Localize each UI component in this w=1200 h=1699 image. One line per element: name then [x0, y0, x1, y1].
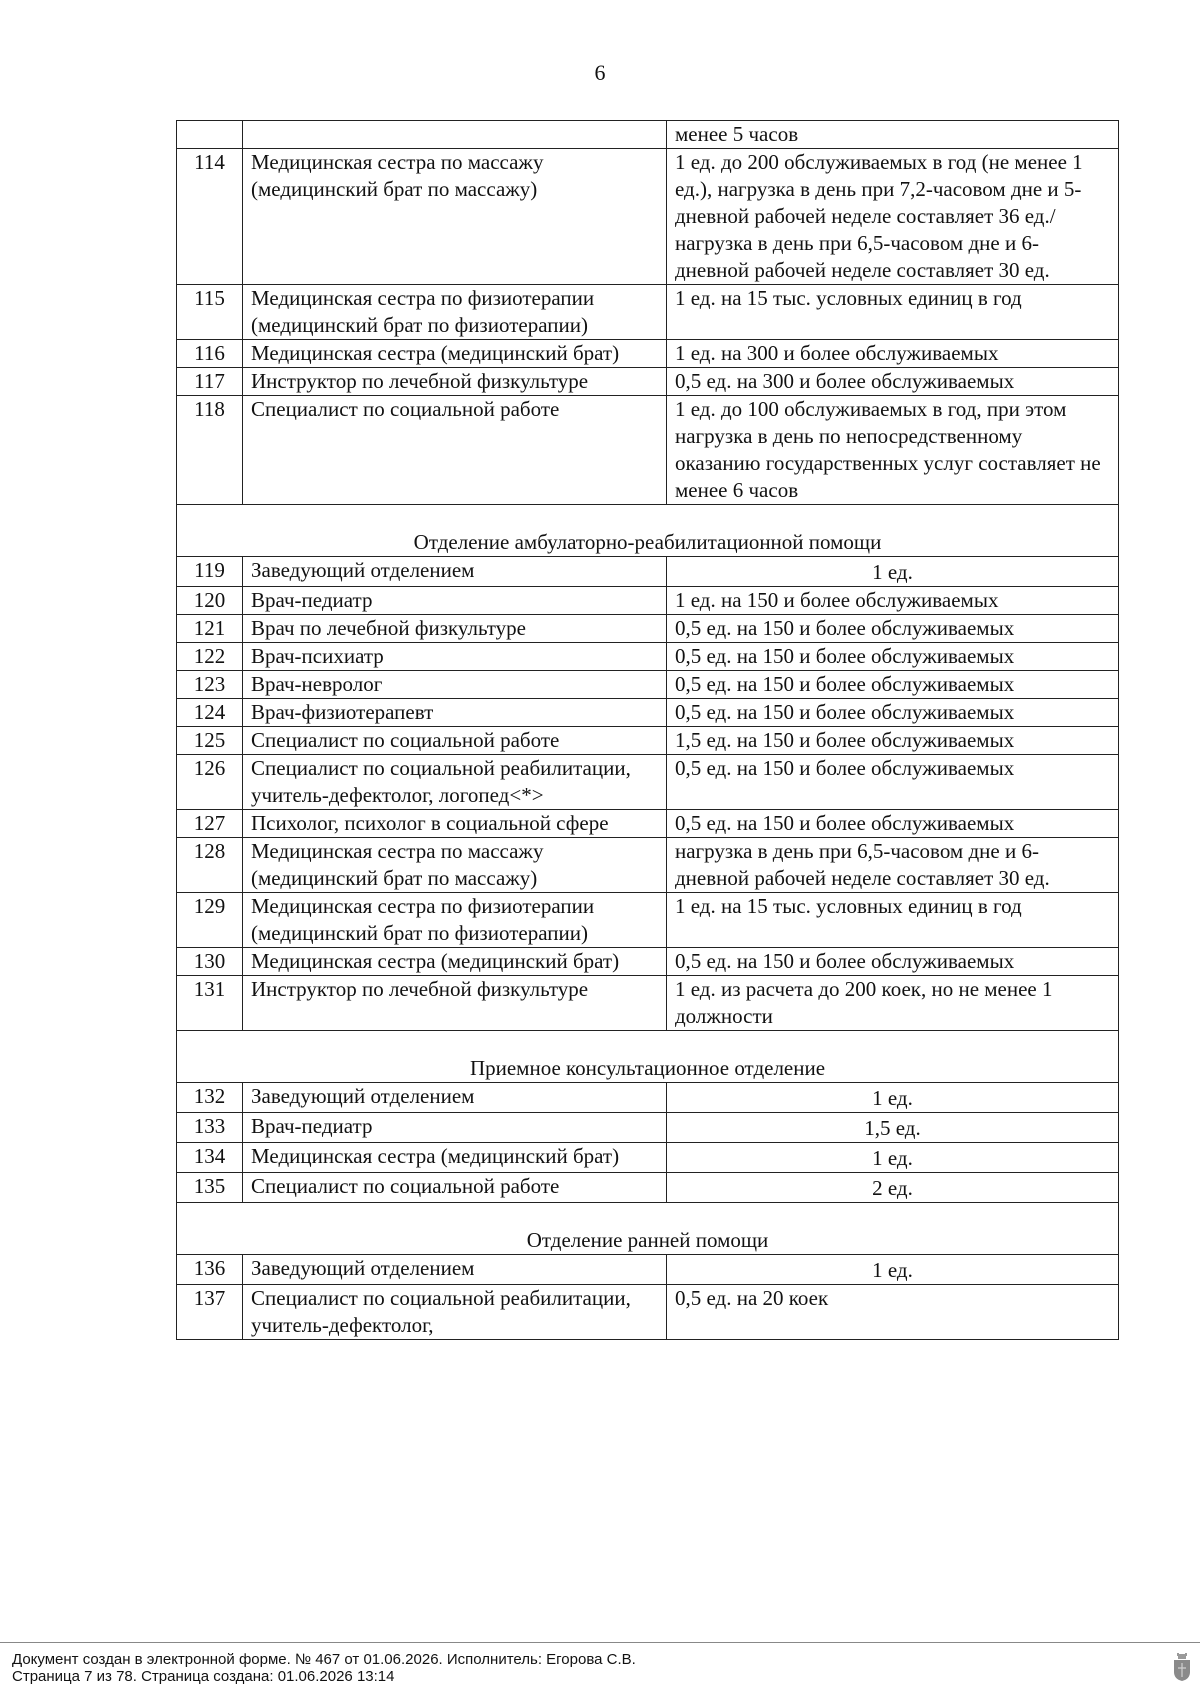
position-name-cell — [243, 121, 667, 149]
page-number: 6 — [594, 60, 606, 85]
position-name-cell: Врач-педиатр — [243, 1113, 667, 1143]
position-name-cell: Врач-педиатр — [243, 587, 667, 615]
table-row — [177, 396, 1119, 505]
position-name-cell: Психолог, психолог в социальной сфере — [243, 810, 667, 838]
row-number-cell: 114 — [177, 149, 243, 285]
table-row — [177, 643, 1119, 671]
row-number-cell: 131 — [177, 976, 243, 1031]
row-number-cell: 116 — [177, 340, 243, 368]
staffing-norm-cell: 1,5 ед. — [667, 1113, 1119, 1143]
row-number-cell: 119 — [177, 557, 243, 587]
position-name-cell: Специалист по социальной реабилитации, учитель-дефектолог, логопед<*> — [243, 755, 667, 810]
staffing-norm-cell: 1 ед. — [667, 1083, 1119, 1113]
table-row — [177, 671, 1119, 699]
table-row — [177, 948, 1119, 976]
row-number-cell: 137 — [177, 1285, 243, 1340]
row-number-cell: 129 — [177, 893, 243, 948]
staffing-norm-cell: 0,5 ед. на 150 и более обслуживаемых — [667, 615, 1119, 643]
table-row — [177, 615, 1119, 643]
section-title: Приемное консультационное отделение — [177, 1031, 1119, 1083]
table-row — [177, 368, 1119, 396]
row-number-cell: 128 — [177, 838, 243, 893]
table-row — [177, 121, 1119, 149]
staffing-norm-cell: 1 ед. — [667, 1255, 1119, 1285]
position-name-cell: Медицинская сестра по физиотерапии (медицинский брат по физиотерапии) — [243, 285, 667, 340]
table-row — [177, 1285, 1119, 1340]
staffing-norm-cell: 1 ед. на 150 и более обслуживаемых — [667, 587, 1119, 615]
position-name-cell: Медицинская сестра (медицинский брат) — [243, 1143, 667, 1173]
staffing-norm-cell: 1 ед. на 15 тыс. условных единиц в год — [667, 893, 1119, 948]
staffing-norm-cell: 1 ед. до 200 обслуживаемых в год (не менее 1 ед.), нагрузка в день при 7,2-часовом дне и 5-дневной рабочей неделе составляет 36 ед./нагрузка в день при 6,5-часовом дне и 6-дневной рабочей неделе составляет 30 ед. — [667, 149, 1119, 285]
staffing-norm-cell: 1 ед. на 300 и более обслуживаемых — [667, 340, 1119, 368]
staffing-norm-cell: 2 ед. — [667, 1173, 1119, 1203]
table-row — [177, 340, 1119, 368]
section-title: Отделение амбулаторно-реабилитационной помощи — [177, 505, 1119, 557]
row-number-cell: 124 — [177, 699, 243, 727]
coat-of-arms-icon — [1172, 1652, 1192, 1682]
staffing-norm-cell: 0,5 ед. на 20 коек — [667, 1285, 1119, 1340]
position-name-cell: Медицинская сестра (медицинский брат) — [243, 340, 667, 368]
position-name-cell: Медицинская сестра по массажу (медицинский брат по массажу) — [243, 838, 667, 893]
table-row — [177, 1143, 1119, 1173]
position-name-cell: Заведующий отделением — [243, 557, 667, 587]
staffing-norm-cell: нагрузка в день при 6,5-часовом дне и 6-дневной рабочей неделе составляет 30 ед. — [667, 838, 1119, 893]
staffing-norm-cell: 1 ед. из расчета до 200 коек, но не менее 1 должности — [667, 976, 1119, 1031]
staffing-norm-cell: 0,5 ед. на 150 и более обслуживаемых — [667, 643, 1119, 671]
row-number-cell: 134 — [177, 1143, 243, 1173]
row-number-cell: 130 — [177, 948, 243, 976]
section-title: Отделение ранней помощи — [177, 1203, 1119, 1255]
staffing-norm-cell: 0,5 ед. на 150 и более обслуживаемых — [667, 699, 1119, 727]
position-name-cell: Медицинская сестра по физиотерапии (медицинский брат по физиотерапии) — [243, 893, 667, 948]
table-row — [177, 285, 1119, 340]
table-row — [177, 557, 1119, 587]
row-number-cell: 125 — [177, 727, 243, 755]
position-name-cell: Врач-невролог — [243, 671, 667, 699]
table-row — [177, 1255, 1119, 1285]
table-row — [177, 838, 1119, 893]
section-header-row — [177, 505, 1119, 557]
table-row — [177, 893, 1119, 948]
section-header-row — [177, 1031, 1119, 1083]
position-name-cell: Врач по лечебной физкультуре — [243, 615, 667, 643]
row-number-cell: 118 — [177, 396, 243, 505]
document-footer — [0, 1642, 1200, 1699]
row-number-cell: 127 — [177, 810, 243, 838]
row-number-cell: 121 — [177, 615, 243, 643]
staffing-norm-cell: 0,5 ед. на 150 и более обслуживаемых — [667, 671, 1119, 699]
table-row — [177, 149, 1119, 285]
row-number-cell — [177, 121, 243, 149]
row-number-cell: 120 — [177, 587, 243, 615]
table-row — [177, 1083, 1119, 1113]
row-number-cell: 122 — [177, 643, 243, 671]
position-name-cell: Врач-психиатр — [243, 643, 667, 671]
position-name-cell: Медицинская сестра (медицинский брат) — [243, 948, 667, 976]
staffing-norm-cell: 0,5 ед. на 150 и более обслуживаемых — [667, 755, 1119, 810]
staffing-norm-cell: 1 ед. до 100 обслуживаемых в год, при этом нагрузка в день по непосредственному оказанию государственных услуг составляет не менее 6 часов — [667, 396, 1119, 505]
position-name-cell: Специалист по социальной работе — [243, 727, 667, 755]
table-row — [177, 755, 1119, 810]
row-number-cell: 115 — [177, 285, 243, 340]
position-name-cell: Инструктор по лечебной физкультуре — [243, 368, 667, 396]
row-number-cell: 132 — [177, 1083, 243, 1113]
position-name-cell: Специалист по социальной работе — [243, 396, 667, 505]
position-name-cell: Врач-физиотерапевт — [243, 699, 667, 727]
position-name-cell: Медицинская сестра по массажу (медицинский брат по массажу) — [243, 149, 667, 285]
table-row — [177, 727, 1119, 755]
staffing-norm-cell: 0,5 ед. на 300 и более обслуживаемых — [667, 368, 1119, 396]
row-number-cell: 135 — [177, 1173, 243, 1203]
staffing-norm-cell: 1 ед. — [667, 557, 1119, 587]
row-number-cell: 133 — [177, 1113, 243, 1143]
footer-page-info: Страница 7 из 78. Страница создана: 01.06.2026 13:14 — [12, 1668, 395, 1685]
table-row — [177, 810, 1119, 838]
staffing-norm-cell: 0,5 ед. на 150 и более обслуживаемых — [667, 948, 1119, 976]
table-row — [177, 1173, 1119, 1203]
staffing-norm-cell: 1,5 ед. на 150 и более обслуживаемых — [667, 727, 1119, 755]
staffing-norm-cell: менее 5 часов — [667, 121, 1119, 149]
staffing-norm-cell: 1 ед. — [667, 1143, 1119, 1173]
staffing-norm-cell: 1 ед. на 15 тыс. условных единиц в год — [667, 285, 1119, 340]
position-name-cell: Заведующий отделением — [243, 1255, 667, 1285]
position-name-cell: Специалист по социальной реабилитации, учитель-дефектолог, — [243, 1285, 667, 1340]
footer-document-info: Документ создан в электронной форме. № 467 от 01.06.2026. Исполнитель: Егорова С.В. — [12, 1651, 636, 1668]
staffing-table — [176, 120, 1119, 1340]
row-number-cell: 123 — [177, 671, 243, 699]
table-row — [177, 587, 1119, 615]
row-number-cell: 136 — [177, 1255, 243, 1285]
row-number-cell: 126 — [177, 755, 243, 810]
row-number-cell: 117 — [177, 368, 243, 396]
table-row — [177, 699, 1119, 727]
position-name-cell: Заведующий отделением — [243, 1083, 667, 1113]
staffing-norm-cell: 0,5 ед. на 150 и более обслуживаемых — [667, 810, 1119, 838]
table-row — [177, 976, 1119, 1031]
section-header-row — [177, 1203, 1119, 1255]
table-row — [177, 1113, 1119, 1143]
position-name-cell: Специалист по социальной работе — [243, 1173, 667, 1203]
position-name-cell: Инструктор по лечебной физкультуре — [243, 976, 667, 1031]
